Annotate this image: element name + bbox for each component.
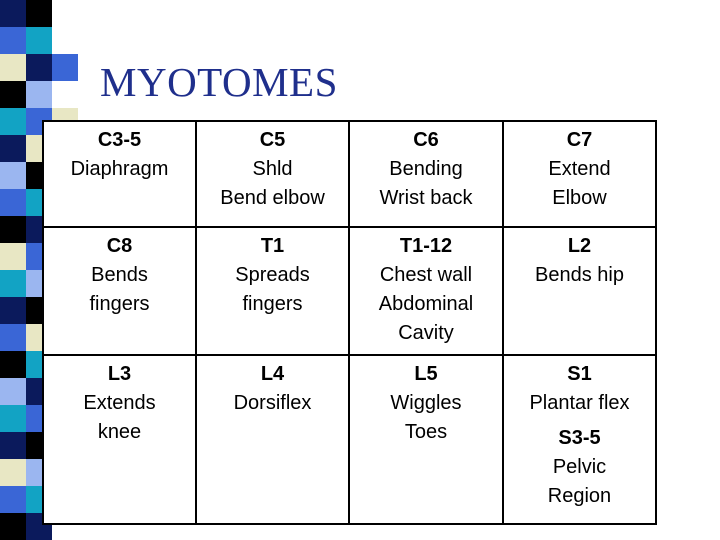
stripe-tile — [0, 405, 26, 432]
stripe-tile — [0, 108, 26, 135]
table-cell — [503, 121, 656, 227]
table-cell — [196, 355, 349, 524]
table-row — [43, 227, 656, 355]
stripe-tile — [52, 27, 78, 54]
stripe-tile — [0, 189, 26, 216]
slide-title: MYOTOMES — [100, 59, 338, 105]
cell-level: C3-5 — [97, 129, 142, 151]
stripe-tile — [0, 0, 26, 27]
stripe-tile — [0, 297, 26, 324]
table-row — [43, 355, 656, 524]
stripe-tile — [0, 27, 26, 54]
table-cell — [349, 227, 503, 355]
table-cell — [43, 355, 196, 524]
cell-action: Dorsiflex — [233, 392, 312, 414]
cell-action: Bends — [91, 264, 148, 286]
cell-level: S1 — [567, 363, 592, 385]
stripe-tile — [26, 54, 52, 81]
cell-action: fingers — [242, 293, 303, 315]
stripe-tile — [26, 81, 52, 108]
stripe-tile — [0, 378, 26, 405]
stripe-tile — [26, 27, 52, 54]
cell-level: T1-12 — [399, 235, 453, 257]
cell-action: Chest wall — [379, 264, 473, 286]
cell-level: L4 — [260, 363, 285, 385]
table-cell — [43, 121, 196, 227]
table-cell — [43, 227, 196, 355]
table-cell — [503, 355, 656, 524]
cell-level: C5 — [259, 129, 286, 151]
cell-level: L5 — [414, 363, 438, 385]
cell-action: Shld — [252, 158, 293, 180]
cell-level: C7 — [566, 129, 593, 151]
cell-action: Extends — [83, 392, 156, 414]
cell-action: Abdominal — [378, 293, 474, 315]
stripe-tile — [0, 135, 26, 162]
stripe-tile — [0, 486, 26, 513]
table-cell — [349, 355, 503, 524]
cell-level: L3 — [107, 363, 132, 385]
cell-action: Region — [547, 485, 612, 507]
cell-level: S3-5 — [558, 427, 601, 449]
cell-level: T1 — [260, 235, 285, 257]
cell-level: C8 — [106, 235, 133, 257]
table-cell — [196, 121, 349, 227]
cell-action: Toes — [404, 421, 448, 443]
stripe-tile — [52, 0, 78, 27]
cell-action: Cavity — [398, 322, 454, 344]
stripe-tile — [0, 216, 26, 243]
myotomes-table — [42, 120, 657, 525]
stripe-tile — [0, 351, 26, 378]
stripe-tile — [0, 459, 26, 486]
stripe-tile — [0, 513, 26, 540]
stripe-tile — [0, 324, 26, 351]
table-cell — [349, 121, 503, 227]
stripe-tile — [52, 81, 78, 108]
cell-action: Plantar flex — [529, 392, 630, 414]
cell-level: L2 — [567, 235, 592, 257]
table-row — [43, 121, 656, 227]
stripe-tile — [0, 270, 26, 297]
cell-action: Wiggles — [390, 392, 462, 414]
cell-action: Pelvic — [552, 456, 607, 478]
cell-action: fingers — [89, 293, 150, 315]
stripe-tile — [0, 162, 26, 189]
table-cell — [196, 227, 349, 355]
cell-level: C6 — [413, 129, 439, 151]
stripe-tile — [0, 432, 26, 459]
cell-action: Elbow — [552, 187, 607, 209]
cell-action: Extend — [548, 158, 611, 180]
stripe-tile — [0, 243, 26, 270]
cell-action: Bends hip — [535, 264, 624, 286]
cell-action: knee — [97, 421, 142, 443]
cell-action: Bending — [389, 158, 463, 180]
stripe-tile — [0, 81, 26, 108]
cell-action: Wrist back — [379, 187, 473, 209]
table-cell — [503, 227, 656, 355]
stripe-tile — [26, 0, 52, 27]
stripe-tile — [0, 54, 26, 81]
stripe-tile — [52, 54, 78, 81]
cell-action: Bend elbow — [220, 187, 325, 209]
cell-action: Spreads — [235, 264, 310, 286]
cell-action: Diaphragm — [70, 158, 169, 180]
